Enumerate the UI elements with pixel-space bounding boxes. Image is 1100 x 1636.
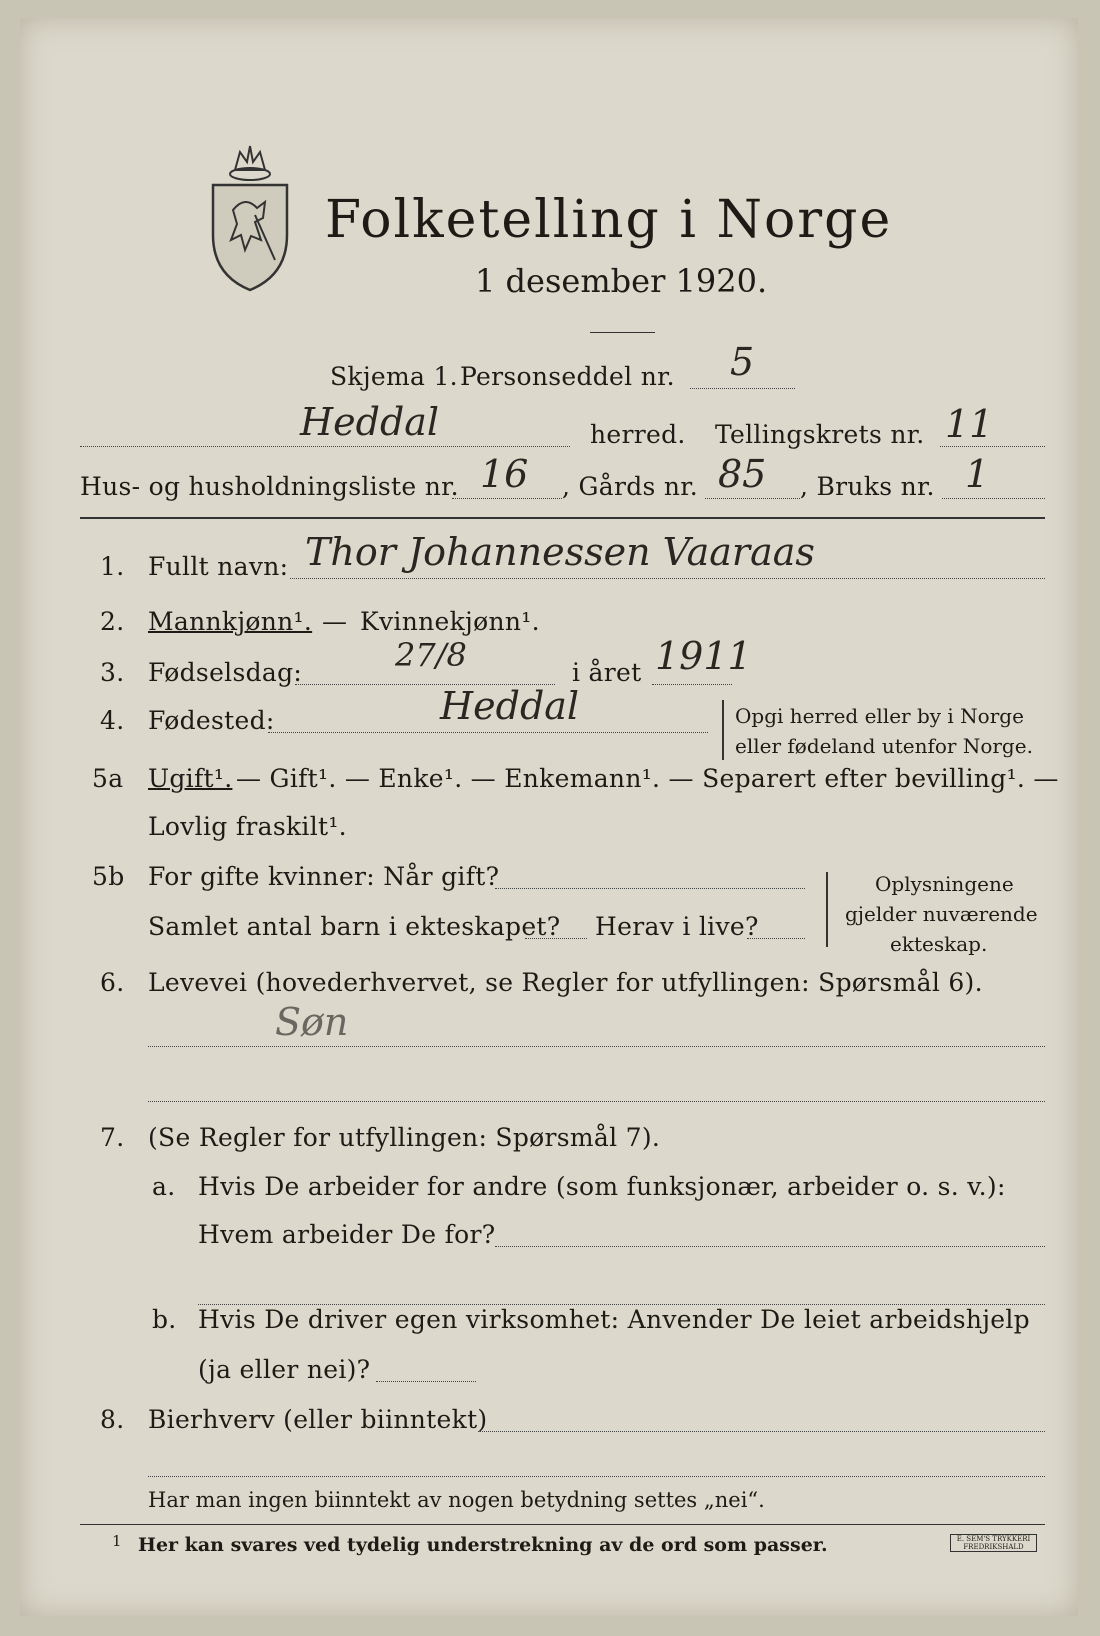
side-income-line-1: [478, 1431, 1045, 1432]
birthplace-value[interactable]: Heddal: [440, 684, 580, 728]
q6-number: 6.: [100, 968, 125, 997]
birthplace-line: [268, 732, 708, 733]
q8-number: 8.: [100, 1405, 125, 1434]
gender-female-option[interactable]: Kvinnekjønn¹.: [360, 607, 540, 636]
form-title: Folketelling i Norge: [325, 190, 893, 250]
q5b-children-label: Samlet antal barn i ekteskapet?: [148, 912, 561, 941]
marriage-note-1: Oplysningene: [875, 872, 1014, 896]
q7-label: (Se Regler for utfyllingen: Spørsmål 7).: [148, 1123, 661, 1152]
gender-male-option[interactable]: Mannkjønn¹.: [148, 607, 313, 636]
q1-line: [290, 578, 1045, 579]
title-divider: [590, 332, 655, 333]
footnote-divider: [80, 1524, 1045, 1525]
birthplace-note-line1: Opgi herred eller by i Norge: [735, 704, 1024, 728]
q1-number: 1.: [100, 552, 125, 581]
q7a-employer-label: Hvem arbeider De for?: [198, 1220, 496, 1249]
herred-label: herred.: [590, 420, 686, 449]
q5a-number: 5a: [92, 764, 124, 793]
q6-label: Levevei (hovederhvervet, se Regler for utfyllingen: Spørsmål 6).: [148, 968, 983, 997]
bruks-line: [942, 498, 1045, 499]
q7b-hired-help-label: (ja eller nei)?: [198, 1355, 371, 1384]
side-income-note: Har man ingen biinntekt av nogen betydning settes „nei“.: [148, 1488, 765, 1512]
q3-label: Fødselsdag:: [148, 658, 303, 687]
skjema-label: Skjema 1.: [330, 362, 458, 391]
footnote-mark: 1: [112, 1532, 122, 1550]
birthplace-note-brace: [722, 700, 724, 760]
married-when-line: [495, 888, 805, 889]
marital-other-options[interactable]: — Gift¹. — Enke¹. — Enkemann¹. — Separert efter bevilling¹. —: [236, 764, 1059, 793]
herred-value[interactable]: Heddal: [300, 400, 440, 444]
header-divider: [80, 517, 1045, 519]
hired-help-line: [376, 1381, 476, 1382]
birthyear-label: i året: [572, 658, 642, 687]
marriage-note-3: ekteskap.: [890, 932, 988, 956]
employer-line-1: [495, 1246, 1045, 1247]
children-alive-line: [747, 938, 805, 939]
husliste-value[interactable]: 16: [480, 452, 529, 496]
coat-of-arms-icon: [205, 140, 295, 295]
occupation-line-2: [148, 1101, 1045, 1102]
marital-fraskilt-option[interactable]: Lovlig fraskilt¹.: [148, 812, 347, 841]
printer-stamp: E. SEM'S TRYKKERI FREDRIKSHALD: [950, 1534, 1037, 1552]
personseddel-line: [690, 388, 795, 389]
full-name-value[interactable]: Thor Johannessen Vaaraas: [305, 530, 815, 574]
q7a-marker: a.: [152, 1172, 176, 1201]
personseddel-value[interactable]: 5: [730, 340, 755, 384]
q7b-line1: Hvis De driver egen virksomhet: Anvender De leiet arbeidshjelp: [198, 1305, 1030, 1334]
census-date: 1 desember 1920.: [475, 262, 768, 300]
q5b-alive-label: Herav i live?: [595, 912, 759, 941]
marriage-note-2: gjelder nuværende: [845, 902, 1038, 926]
q4-number: 4.: [100, 706, 125, 735]
q7-number: 7.: [100, 1123, 125, 1152]
occupation-value[interactable]: Søn: [275, 1000, 349, 1044]
children-count-line: [525, 938, 587, 939]
q4-label: Fødested:: [148, 706, 275, 735]
q5b-number: 5b: [92, 862, 125, 891]
birthplace-note-line2: eller fødeland utenfor Norge.: [735, 734, 1033, 758]
q8-label: Bierhverv (eller biinntekt): [148, 1405, 488, 1434]
q7b-marker: b.: [152, 1305, 177, 1334]
birthyear-line: [652, 684, 732, 685]
q2-number: 2.: [100, 607, 125, 636]
gards-value[interactable]: 85: [718, 452, 767, 496]
footnote-text: Her kan svares ved tydelig understrekning av de ord som passer.: [138, 1534, 828, 1556]
q1-label: Fullt navn:: [148, 552, 289, 581]
q7a-line1: Hvis De arbeider for andre (som funksjonær, arbeider o. s. v.):: [198, 1172, 1006, 1201]
birthyear-value[interactable]: 1911: [655, 634, 752, 678]
husliste-line: [452, 498, 562, 499]
bruks-value[interactable]: 1: [965, 452, 990, 496]
q3-number: 3.: [100, 658, 125, 687]
tellingskrets-value[interactable]: 11: [945, 402, 994, 446]
q5b-married-when-label: For gifte kvinner: Når gift?: [148, 862, 500, 891]
marriage-note-brace: [826, 872, 828, 947]
herred-line: [80, 446, 570, 447]
husliste-label: Hus- og husholdningsliste nr.: [80, 472, 459, 501]
tellingskrets-line: [940, 446, 1045, 447]
personseddel-label: Personseddel nr.: [460, 362, 675, 391]
occupation-line-1: [148, 1046, 1045, 1047]
gards-label: , Gårds nr.: [562, 472, 699, 501]
tellingskrets-label: Tellingskrets nr.: [715, 420, 925, 449]
gards-line: [705, 498, 800, 499]
bruks-label: , Bruks nr.: [800, 472, 935, 501]
gender-separator: —: [322, 607, 348, 636]
birthdate-value[interactable]: 27/8: [395, 636, 467, 674]
side-income-line-2: [148, 1476, 1045, 1477]
marital-ugift-option[interactable]: Ugift¹.: [148, 764, 233, 793]
